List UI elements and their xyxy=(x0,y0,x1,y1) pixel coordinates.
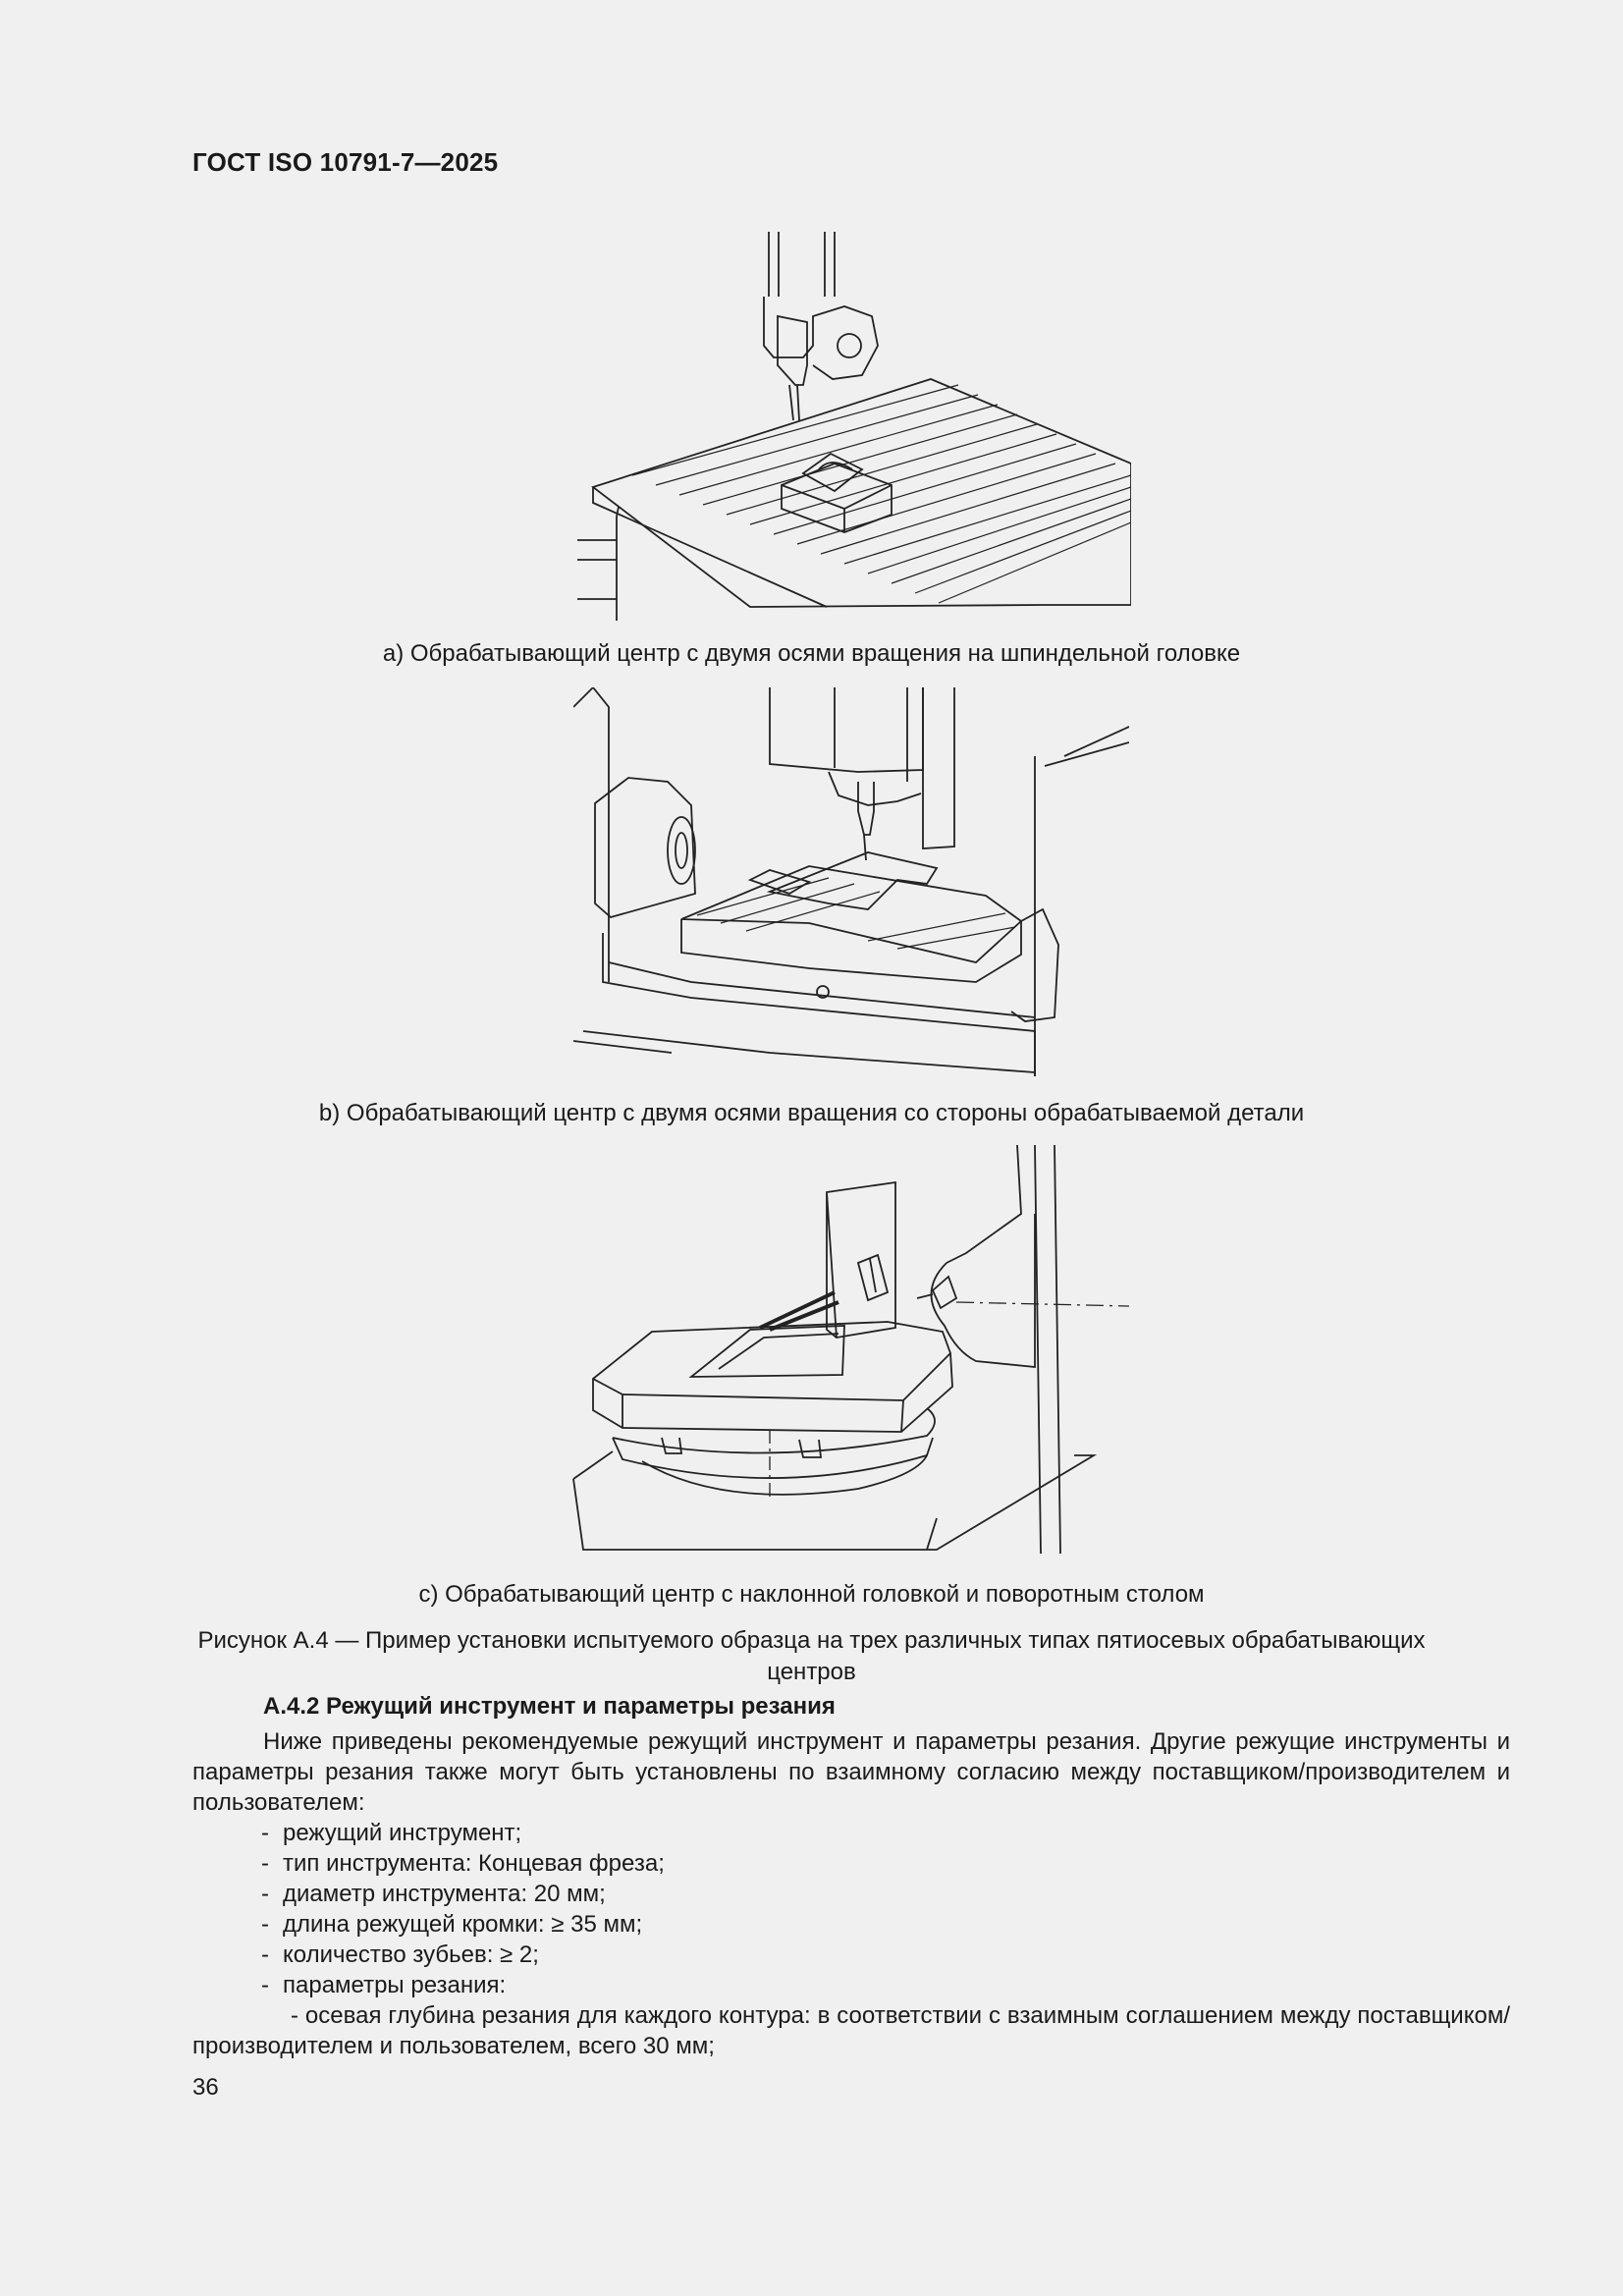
document-header: ГОСТ ISO 10791-7—2025 xyxy=(192,147,499,177)
list-item: - режущий инструмент; xyxy=(261,1820,522,1846)
spindle-column xyxy=(769,232,835,297)
clamp-block xyxy=(858,1255,888,1300)
table-slots xyxy=(697,878,1015,949)
column xyxy=(947,1145,1060,1554)
figure-c-caption: c) Обрабатывающий центр с наклонной головкой и поворотным столом xyxy=(418,1581,1205,1608)
rotary-base xyxy=(613,1408,935,1478)
section-heading: А.4.2 Режущий инструмент и параметры резания xyxy=(263,1693,836,1720)
list-item: - количество зубьев: ≥ 2; xyxy=(261,1941,539,1968)
workpiece-fixture xyxy=(691,1326,844,1377)
spindle-joint xyxy=(838,334,861,357)
table-slots xyxy=(632,385,1131,603)
list-item: - тип инструмента: Концевая фреза; xyxy=(261,1850,665,1877)
cutting-depth-item: - осевая глубина резания для каждого контура: в соответствии с взаимным соглашением между поставщиком/производителем и пользователем, всего 30 мм; xyxy=(192,2002,1510,2059)
parameter-list xyxy=(261,1818,665,2000)
section-intro: Ниже приведены рекомендуемые режущий инструмент и параметры резания. Другие режущие инструменты и параметры резания также могут быть установлены по взаимному согласию между поставщиком/производителем и пользователем: xyxy=(192,1728,1510,1816)
machine-side-wall xyxy=(1035,727,1129,1076)
trunnion-left xyxy=(595,778,695,917)
spindle xyxy=(917,1277,956,1308)
figure-a-caption: a) Обрабатывающий центр с двумя осями вращения на шпиндельной головке xyxy=(382,640,1241,667)
figure-title: Рисунок А.4 — Пример установки испытуемого образца на трех различных типах пятиосевых обрабатывающих центров xyxy=(197,1627,1426,1685)
fixture-block xyxy=(782,464,892,532)
axis-line xyxy=(956,1302,1129,1306)
list-item: - диаметр инструмента: 20 мм; xyxy=(261,1881,606,1907)
list-item: - параметры резания: xyxy=(261,1972,507,1998)
spindle-head xyxy=(764,297,878,379)
table-top xyxy=(593,379,1131,607)
angle-plate xyxy=(827,1182,895,1338)
figure-b-caption: b) Обрабатывающий центр с двумя осями вращения со стороны обрабатываемой детали xyxy=(318,1100,1305,1126)
spindle-tool xyxy=(858,782,874,860)
figure-c-drawing xyxy=(564,1145,1133,1554)
figure-a-drawing xyxy=(568,228,1131,621)
rotary-table xyxy=(681,866,1021,962)
spindle-housing xyxy=(770,687,923,805)
machine-base xyxy=(583,933,1035,1076)
figure-b-drawing xyxy=(573,687,1129,1076)
page-number: 36 xyxy=(192,2074,219,2101)
list-item: - длина режущей кромки: ≥ 35 мм; xyxy=(261,1911,643,1938)
rotary-table xyxy=(593,1322,952,1432)
